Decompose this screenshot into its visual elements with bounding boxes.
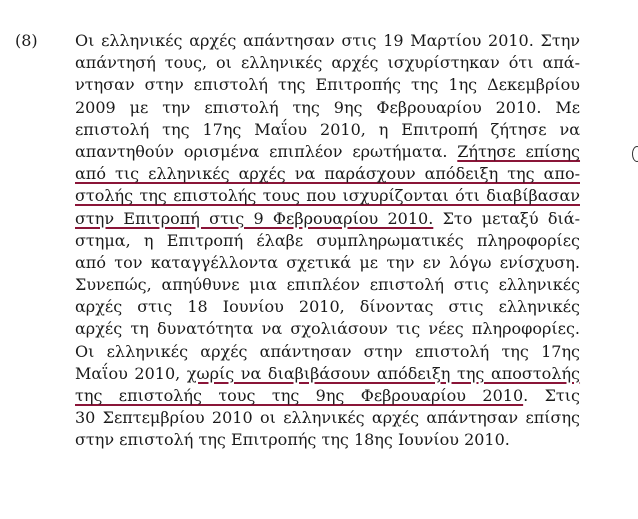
text-line: [75, 119, 580, 141]
underlined-text: χωρίς να διαβιβάσουν απόδειξη της αποστολής: [186, 363, 581, 383]
text-segment: απαντηθούν ορισμένα επιπλέον ερωτήματα.: [75, 141, 458, 161]
text-line: [75, 141, 580, 163]
text-line: [75, 341, 580, 363]
text-line: [75, 274, 580, 296]
underlined-text: στολής της επιστολής τους που ισχυρίζονται ότι διαβίβασαν: [75, 186, 580, 206]
text-line: [75, 407, 580, 429]
text-segment: Οι ελληνικές αρχές απάντησαν στην επιστολή της 17ης: [75, 341, 580, 361]
paragraph-body: [75, 30, 580, 452]
underlined-text: από τις ελληνικές αρχές να παράσχουν απόδειξη της απο-: [75, 164, 580, 184]
underlined-text: στην Επιτροπή στις 9 Φεβρουαρίου 2010.: [75, 208, 434, 228]
text-line: [75, 185, 580, 207]
text-segment: Συνεπώς, απηύθυνε μια επιπλέον επιστολή στις ελληνικές: [75, 275, 580, 295]
text-segment: Οι ελληνικές αρχές απάντησαν στις 19 Μαρτίου 2010. Στην: [75, 31, 580, 50]
text-segment: επιστολή της 17ης Μαΐου 2010, η Επιτροπή ζήτησε να: [75, 119, 580, 139]
text-segment: . Στις: [523, 386, 580, 405]
text-line: [75, 429, 580, 451]
text-line: [75, 208, 580, 230]
text-line: [75, 363, 580, 385]
edge-bracket-mark: [632, 146, 638, 162]
text-segment: αρχές στις 18 Ιουνίου 2010, δίνοντας στις ελληνικές: [75, 297, 580, 317]
underlined-text: της επιστολής τους της 9ης Φεβρουαρίου 2010: [75, 386, 524, 405]
text-segment: Στο μεταξύ διά-: [433, 208, 581, 228]
text-segment: από τον καταγγέλλοντα σχετικά με την εν λόγω ενίσχυση.: [75, 252, 580, 272]
text-line: [75, 74, 580, 96]
text-segment: απάντησή τους, οι ελληνικές αρχές ισχυρίστηκαν ότι απά-: [75, 53, 580, 73]
text-line: [75, 30, 580, 52]
text-line: [75, 97, 580, 119]
text-segment: 2009 με την επιστολή της 9ης Φεβρουαρίου 2010. Με: [75, 97, 580, 117]
text-segment: 30 Σεπτεμβρίου 2010 οι ελληνικές αρχές απάντησαν επίσης: [75, 408, 580, 428]
text-segment: στημα, η Επιτροπή έλαβε συμπληρωματικές πληροφορίες: [75, 230, 580, 250]
text-segment: ντησαν στην επιστολή της Επιτροπής της 1ης Δεκεμβρίου: [75, 75, 580, 95]
text-line: [75, 385, 580, 407]
underlined-text: Ζήτησε επίσης: [457, 141, 581, 161]
text-line: [75, 163, 580, 185]
text-segment: αρχές τη δυνατότητα να σχολιάσουν τις νέες πληροφορίες.: [75, 319, 580, 339]
text-line: [75, 252, 580, 274]
text-segment: Μαΐου 2010,: [75, 363, 187, 383]
text-line: [75, 296, 580, 318]
paragraph-number: (8): [15, 31, 38, 50]
text-segment: στην επιστολή της Επιτροπής της 18ης Ιουνίου 2010.: [75, 430, 510, 450]
text-line: [75, 230, 580, 252]
text-line: [75, 318, 580, 340]
text-line: [75, 52, 580, 74]
